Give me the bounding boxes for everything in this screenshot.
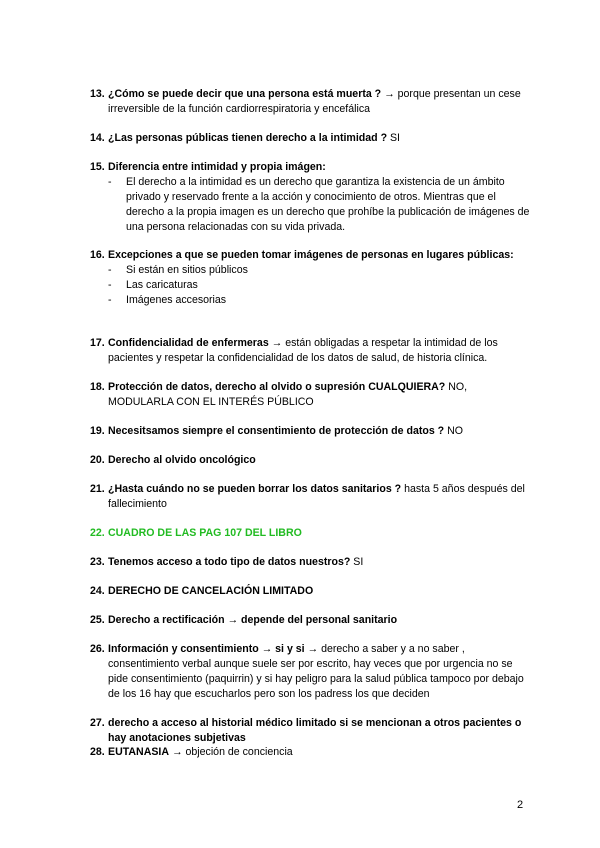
item-17 [90,336,530,366]
question: Excepciones a que se pueden tomar imágenes de personas en lugares públicas: [108,249,514,261]
sub-item: - El derecho a la intimidad es un derecho que garantiza la existencia de un ámbito privado y reservado frente a la acción y conocimiento de otros. Mientras que el derecho a la propia imagen es un derecho que prohíbe la publicación de imágenes de una persona relacionadas con su vida privada. [108,176,530,233]
item-number: 20. [90,454,105,466]
item-18 [90,380,530,410]
item-number: 18. [90,381,105,393]
item-27 [90,716,530,746]
item-28 [90,745,530,760]
question: Protección de datos, derecho al olvido o supresión CUALQUIERA? [108,381,446,393]
item-number: 14. [90,132,105,144]
item-number: 26. [90,643,105,655]
answer: están obligadas a respetar la intimidad de los pacientes y respetar la confidencialidad de los datos de salud, de historia clínica. [108,337,498,364]
question: Información y consentimiento → si y si → [108,643,319,655]
answer: → porque presentan un cese irreversible de la función cardiorrespiratoria y encefálica [108,88,521,115]
question: Derecho al olvido oncológico [108,454,256,466]
item-number: 13. [90,88,105,100]
item-number: 28. [90,746,105,758]
item-number: 25. [90,614,105,626]
question: Tenemos acceso a todo tipo de datos nuestros? [108,556,351,568]
question: ¿Hasta cuándo no se pueden borrar los datos sanitarios ? [108,483,402,495]
answer: NO [444,425,463,437]
sub-list [90,263,530,308]
item-24 [90,584,530,599]
page-number: 2 [517,799,524,811]
item-number: 24. [90,585,105,597]
item-23 [90,555,530,570]
sub-item: - Las caricaturas [108,279,198,291]
item-19 [90,424,530,439]
question: ¿Cómo se puede decir que una persona está muerta ? [108,88,382,100]
question: Confidencialidad de enfermeras → [108,337,283,349]
question: EUTANASIA [108,746,170,758]
question: Derecho a rectificación → depende del personal sanitario [108,614,398,626]
item-number: 22. [90,527,105,539]
answer: → objeción de conciencia [169,746,293,758]
answer: SI [350,556,364,568]
question: DERECHO DE CANCELACIÓN LIMITADO [108,585,314,597]
item-number: 23. [90,556,105,568]
sub-item: - Si están en sitios públicos [108,264,248,276]
item-number: 19. [90,425,105,437]
question: derecho a acceso al historial médico limitado si se mencionan a otros pacientes o hay anotaciones subjetivas [108,717,522,744]
sub-list [90,175,530,235]
answer: NO, MODULARLA CON EL INTERÉS PÚBLICO [108,381,468,408]
item-13 [90,87,530,117]
item-16 [90,248,530,308]
question: CUADRO DE LAS PAG 107 DEL LIBRO [108,527,302,539]
item-21 [90,482,530,512]
item-26 [90,642,530,702]
item-14 [90,131,530,146]
item-15 [90,160,530,235]
item-22 [90,526,530,541]
item-number: 27. [90,717,105,729]
item-number: 15. [90,161,105,173]
answer: derecho a saber y a no saber , consentimiento verbal aunque suele ser por escrito, hay veces que por urgencia no se pide consentimiento (paquirrin) y si hay peligro para la salud pública tampoco por debajo de los 16 hay que escucharlos pero son los padress los que deciden [108,643,524,700]
question: Necesitsamos siempre el consentimiento de protección de datos ? [108,425,445,437]
item-20 [90,453,530,468]
item-number: 17. [90,337,105,349]
question: Diferencia entre intimidad y propia imágen: [108,161,326,173]
answer: SI [387,132,400,144]
sub-item: - Imágenes accesorias [108,294,227,306]
item-number: 16. [90,249,105,261]
item-25 [90,613,530,628]
item-number: 21. [90,483,105,495]
question: ¿Las personas públicas tienen derecho a la intimidad ? [108,132,388,144]
answer: hasta 5 años después del fallecimiento [108,483,525,510]
